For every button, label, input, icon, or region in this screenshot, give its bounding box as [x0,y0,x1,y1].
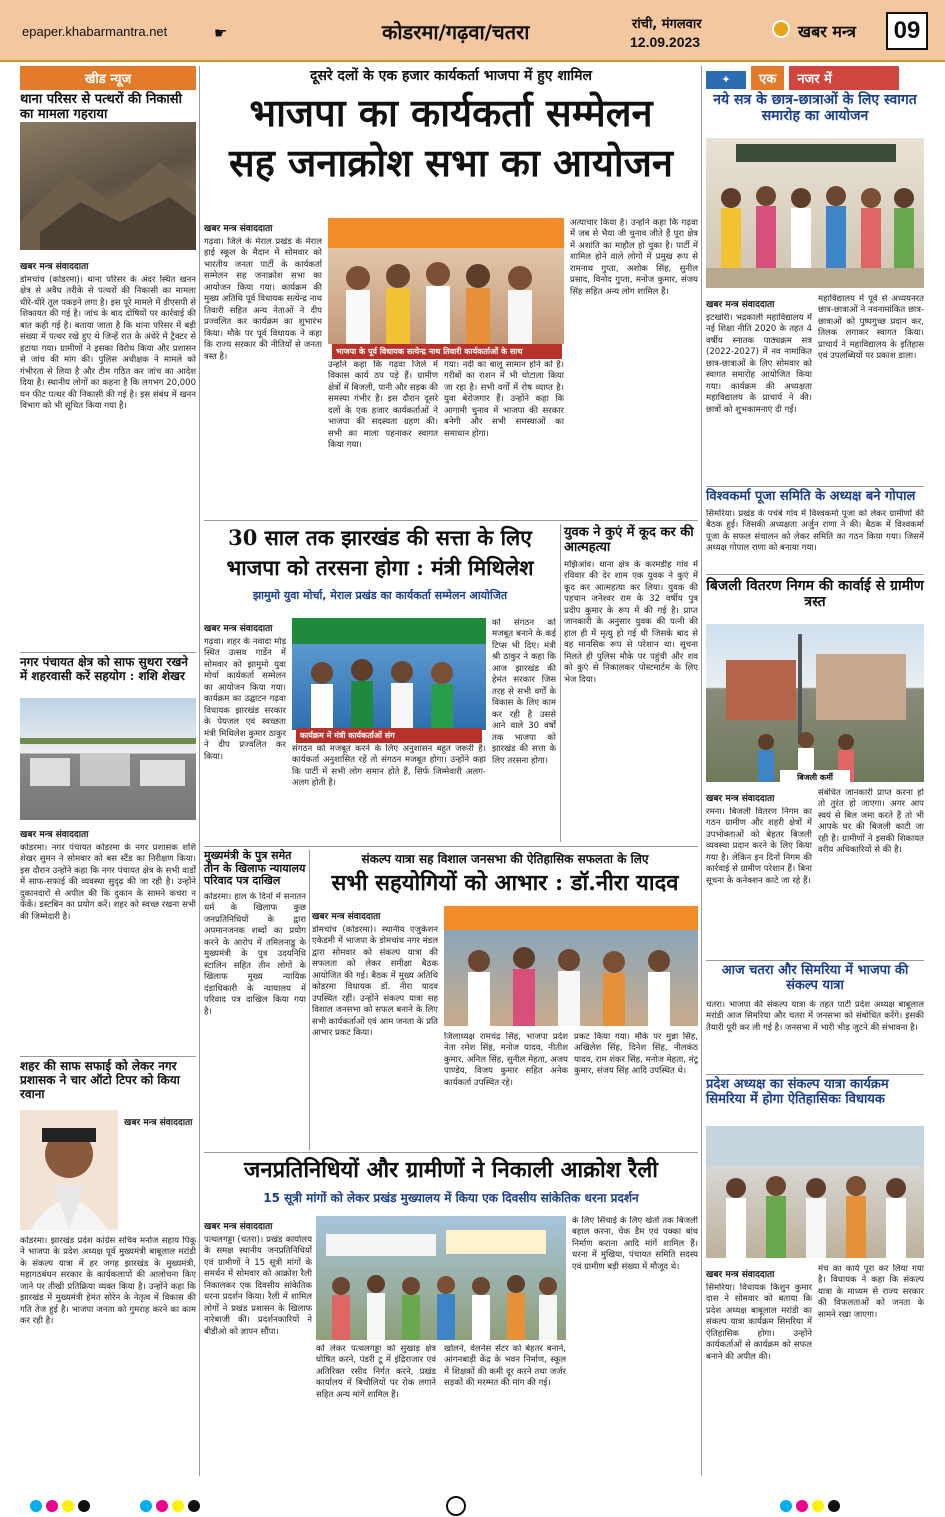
story-body: सिमरिया। विधायक किशुन कुमार दास ने सोमवार को बताया कि प्रदेश अध्यक्ष बाबूलाल मरांडी का संकल्प यात्रा कार्यक्रम सिमरिया में ऐतिहासिक होगा। उन्होंने कार्यकर्ताओं से कार्यक्रम को सफल बनाने की अपील की। [706,1283,812,1362]
registration-black-icon [828,1500,840,1512]
photo-stone-pile [20,122,196,250]
lead-col-3 [444,360,564,506]
story-body: संबंधित जानकारी प्राप्त करना हो तो तुरंत हो जाएगा। अगर आप स्वयं से बिल जमा करते हैं तो भी आपके घर की बिजली काटी जा रही है। ग्रामीणों ने इसकी शिकायत वरीय अधिकारियों से की है। [818,788,924,856]
megaphone-icon: ✦ [706,71,746,89]
headline-left-3: शहर की साफ सफाई को लेकर नगर प्रशासक ने चार ऑटो टिपर को किया रवाना [20,1059,180,1101]
right-story-3-col-1 [706,788,812,961]
story-body: जिलाध्यक्ष रामचंद्र सिंह, भाजपा प्रदेश नेता रमेश सिंह, मनोज यादव, नीतीश कुमार, अनिल सिंह, सुनील मेहता, अजय पाण्डेय, विजय कुमार सहित अनेक कार्यकर्ता उपस्थित रहे। [444,1032,568,1088]
story-body: संगठन को मजबूत करने के लिए अनुशासन बहुत जरूरी है। कार्यकर्ता अनुशासित रहें तो संगठन मजबूत होगा। उन्होंने कहा कि पार्टी में सभी लोग समान होते हैं, सिर्फ जिम्मेवारी अलग-अलग होती है। [292,744,486,789]
divider [706,574,924,575]
headline-rally: जनप्रतिनिधियों और ग्रामीणों ने निकाली आक्रोश रैली [244,1157,658,1183]
registration-yellow-icon [172,1500,184,1512]
left-column [20,66,196,123]
story-body: डोमचांच (कोडरमा)। थाना परिसर के अंदर स्थित खनन क्षेत्र से अवैध तरीके से पत्थरों की निकासी का मामला धीरे-धीरे तूल पकड़ने लगा है। इस पूरे मामले में डीएसपी से शिकायत की गई है। जांच के बाद दोषियों पर कार्रवाई की बात कही गई है। बताया जाता है कि थाना परिसर में बड़ी संख्या में पत्थर रखे हुए थे जिन्हें रात के अंधेरे में ट्रैक्टर से हटाया गया। ग्रामीणों ने इसका विरोध किया और प्रशासन से जांच की मांग की। पुलिस अधीक्षक ने मामले को गंभीरता से लिया है और टीम गठित कर जांच का आदेश दिया है। स्थानीय लोगों का कहना है कि लगभग 20,000 घन फीट पत्थर की निकासी की गई है। इस संबंध में खनन विभाग को भी सूचित किया गया है। [20,275,196,412]
rally-col-3 [444,1344,566,1468]
divider [706,486,924,487]
headline-left-1: थाना परिसर से पत्थरों की निकासी का मामला गहराया [20,92,182,122]
right-story-5-col-2 [818,1264,924,1470]
story-body: इटखोरी। भद्रकाली महाविद्यालय में नई शिक्षा नीति 2020 के तहत 4 वर्षीय स्नातक पाठ्यक्रम सत्र (2022-2027) में नव नामांकित छात्र-छात्राओं के लिए सोमवार को स्वागत समारोह आयोजित किया गया। कार्यक्रम की अध्यक्षता महाविद्यालय के प्राचार्य ने की। छात्रों को शुभकामनाएं दी गईं। [706,313,812,415]
story-body: मंच का कार्य पूरा कर लिया गया है। विधायक ने कहा कि संकल्प यात्रा के माध्यम से राज्य सरकार की विफलताओं को जनता के सामने रखा जाएगा। [818,1264,924,1320]
registration-cyan-icon [140,1500,152,1512]
lead-col-2 [328,360,438,506]
neera-col-3 [574,1032,698,1140]
rally-col-2 [316,1344,436,1468]
right-story-1 [706,92,924,124]
section-title: कोडरमा/गढ़वा/चतरा [382,20,530,44]
photo-meeting [444,906,698,1026]
byline: खबर मन्त्र संवाददाता [706,794,775,804]
byline: खबर मन्त्र संवाददाता [204,1222,273,1232]
story-body: गया। नदी का बालू सामान होने को है। गरीबों का राशन में भी घोटाला किया जा रहा है। सभी वर्गों में रोष व्याप्त है। युवा बेरोजगार हैं। उन्होंने कहा कि आगामी चुनाव में भाजपा की सरकार बनेगी और सभी समस्याओं का समाधान होगा। [444,360,564,439]
story-body: रमना। बिजली वितरण निगम का गठन ग्रामीण और शहरी क्षेत्रों में उपभोक्ताओं को बेहतर बिजली व्यवस्था प्रदान करने के लिए किया गया है। लेकिन इन दिनों निगम की कार्रवाई से ग्रामीण परेशान हैं। बिना सूचना के कनेक्शन काटे जा रहे हैं। [706,807,812,886]
photo-jmm-event [292,618,486,730]
photo-caption: बिजली कर्मी [780,770,850,785]
story-body: को लेकर पत्थलगड्डा को सुखाड़ क्षेत्र घोषित करने, पंडरी टू में इंद्रिराजार एवं अतिरिक्त रसीद निर्गत करने, प्रखंड कार्यालय में बिचौलियों पर रोक लगाने सहित अन्य मांगें शामिल हैं। [316,1344,436,1400]
photo-caption: कार्यक्रम में मंत्री कार्यकर्ताओं संग [296,728,482,743]
brand-logo-icon [772,20,790,38]
headline-right-3: बिजली वितरण निगम की कार्वाई से ग्रामीण त्रस्त [706,578,924,611]
dateline-date: 12.09.2023 [630,34,701,50]
page-number: 09 [886,12,928,50]
mithilesh-col-2 [292,744,486,838]
subheadline: झामुमो युवा मोर्चा, मेराल प्रखंड का कार्यकर्ता सम्मेलन आयोजित [252,589,508,603]
byline: खबर मन्त्र संवाददाता [706,1270,775,1280]
right-story-4-body [706,1000,924,1062]
story-suicide [564,526,698,828]
registration-magenta-icon [796,1500,808,1512]
neera-col-2 [444,1032,568,1140]
photo-welcome-ceremony [706,138,924,288]
headline-line2: भाजपा को तरसना होगा : मंत्री मिथिलेश [226,555,534,581]
right-story-5 [706,1078,924,1108]
column-rule [309,850,310,1150]
column-rule [199,66,200,1476]
story-body: डोमचांच (कोडरमा)। स्थानीय एजुकेशन एकेडमी में भाजपा के डोमचांच नगर मंडल द्वारा सोमवार को संकल्प यात्रा की सफलता को लेकर समीक्षा बैठक आयोजित की गई। बैठक में मुख्य अतिथि कोडरमा विधायक डॉ. नीरा यादव उपस्थित रहीं। उन्होंने संकल्प यात्रा सह विशाल जनसभा को सफल बनाने के लिए सभी कार्यकर्ताओं एवं आम जनता के प्रति आभार प्रकट किया। [312,925,438,1039]
story-body: कोडरमा। हाल के दिनों में सनातन धर्म के खिलाफ कुछ जनप्रतिनिधियों के द्वारा अपमानजनक शब्दों का प्रयोग करने के आरोप में तमिलनाडु के मुख्यमंत्री के पुत्र उदयनिधि स्टालिन सहित तीन लोगों के खिलाफ मुख्य न्यायिक दंडाधिकारी के न्यायालय में परिवाद पत्र दाखिल किया गया है। [204,891,306,1017]
right-story-5-col-1 [706,1264,812,1477]
lead-headline-line1: भाजपा का कार्यकर्ता सम्मेलन [249,90,653,135]
story-body: सिमरिया। प्रखंड के पचंबे गांव में विश्वकर्मा पूजा को लेकर ग्रामीणों की बैठक हुई। जिसकी अध्यक्षता अर्जुन राणा ने की। बैठक में विश्वकर्मा पूजा के सफल संचालन को लेकर समिति का गठन किया गया। जिसमें अध्यक्ष गोपाल राणा को बनाया गया। [706,508,924,554]
story-body: उन्होंने कहा कि गढ़वा जिले में विकास कार्य ठप पड़े हैं। ग्रामीण क्षेत्रों में बिजली, पानी और सड़क की समस्या गंभीर है। इस दौरान दूसरे दलों के एक हजार कार्यकर्ताओं ने भाजपा की सदस्यता ग्रहण की। सभी का माला पहनाकर स्वागत किया गया। [328,360,438,451]
column-rule [560,524,561,842]
photo-electricity [706,624,924,782]
right-story-3-col-2 [818,788,924,954]
divider [706,960,924,961]
divider [20,652,196,653]
brand-name: खबर मन्त्र [798,22,856,41]
story-body: खोलने, वेलनेस सेंटर को बेहतर बनाने, आंगनबाड़ी केंद्र के भवन निर्माण, स्कूल में शिक्षकों की कमी दूर करने तथा जर्जर सड़कों की मरम्मत की मांग की गई। [444,1344,566,1389]
photo-caption: भाजपा के पूर्व विधायक सत्येन्द्र नाथ तिवारी कार्यकर्ताओं के साथ [332,344,562,359]
divider [706,1074,924,1075]
dateline-place: रांची, मंगलवार [632,17,702,32]
story-mithilesh [204,526,556,603]
crosshair-icon [446,1496,466,1516]
photo-bjp-event [328,218,564,344]
right-header [706,66,924,90]
byline: खबर मन्त्र संवाददाता [124,1118,193,1128]
story-body: के लिए सिंचाई के लिए खेतों तक बिजली बहाल करना, चेक डैम एवं पक्का बांध निर्माण कराना आदि मांगें शामिल हैं। धरना में मुखिया, पंचायत समिति सदस्य एवं ग्रामीण बड़ी संख्या में मौजूद थे। [572,1216,698,1272]
center-lead [204,66,698,184]
photo-rally [316,1216,566,1340]
registration-cyan-icon [780,1500,792,1512]
byline: खबर मन्त्र संवाददाता [20,262,89,272]
lead-col-1 [204,218,322,525]
headline-right-2: विश्वकर्मा पूजा समिति के अध्यक्ष बने गोपाल [706,489,916,504]
story-cm-son [204,850,306,1184]
right-story-1-col-1 [706,294,812,489]
headline-right-1: नये सत्र के छात्र-छात्राओं के लिए स्वागत समारोह का आयोजन [713,92,917,125]
lead-kicker: दूसरे दलों के एक हजार कार्यकर्ता भाजपा में हुए शामिल [310,68,592,84]
story-body: चतरा। भाजपा की संकल्प यात्रा के तहत पार्टी प्रदेश अध्यक्ष बाबूलाल मरांडी आज सिमरिया और चतरा में जनसभा को संबोधित करेंगे। इसकी तैयारी पूरी कर ली गई है। जनसभा में भारी भीड़ जुटने की संभावना है। [706,1000,924,1033]
tag-najar: नजर में [789,66,899,90]
headline-left-2: नगर पंचायत क्षेत्र को साफ सुथरा रखने में शहरवासी करें सहयोग : शशि शेखर [20,655,188,683]
right-story-3 [706,578,924,610]
right-story-1-col-2 [818,294,924,484]
story-body: अत्याचार किया है। उन्होंने कहा कि गढ़वा में जब से भैया जी चुनाव जीते हैं पूरा क्षेत्र में अशांति का माहौल हो चुका है। पार्टी में शामिल होने वाले लोगों में प्रमुख रूप से रामनाथ गुप्ता, अशोक सिंह, सुनील प्रसाद, विनोद गुप्ता, मनोज कुमार, संजय सिंह सहित अन्य लोग शामिल हैं। [570,218,698,297]
neera-col-1 [312,906,438,1157]
hand-pointer-icon: ☛ [214,24,228,42]
right-story-2 [706,490,924,565]
registration-yellow-icon [62,1500,74,1512]
story-body: पत्थलगड्डा (चतरा)। प्रखंड कार्यालय के समक्ष स्थानीय जनप्रतिनिधियों एवं ग्रामीणों ने 15 सूत्री मांगों के समर्थन में सोमवार को आक्रोश रैली निकालकर एक दिवसीय सांकेतिक धरना प्रदर्शन किया। रैली में शामिल लोगों ने प्रखंड प्रशासन के खिलाफ नारेबाजी की। प्रदर्शनकारियों ने बीडीओ को ज्ञापन सौंपा। [204,1235,312,1337]
left-story-3 [20,1060,196,1101]
registration-cyan-icon [30,1500,42,1512]
masthead [0,0,945,62]
headline-neera: सभी सहयोगियों को आभार : डॉ.नीरा यादव [331,870,679,896]
story-body: कोडरमा। नगर पंचायत कोडरमा के नगर प्रशासक शशि शेखर सुमन ने सोमवार को बस स्टैंड का निरीक्षण किया। इस दौरान उन्होंने कहा कि नगर पंचायत क्षेत्र के सभी वार्डों में साफ-सफाई की व्यवस्था सुदृढ़ की जा रही है। उन्होंने दुकानदारों से अपील की कि दुकान के सामने कचरा न फेंकें। डस्टबिन का प्रयोग करें। शहर को स्वच्छ रखना सभी की जिम्मेदारी है। [20,843,196,922]
divider [204,520,698,521]
site-url[interactable]: epaper.khabarmantra.net [22,24,168,39]
subheadline: 15 सूत्री मांगों को लेकर प्रखंड मुख्यालय में किया एक दिवसीय सांकेतिक धरना प्रदर्शन [263,1191,639,1206]
story-body: को संगठन को मजबूत बनाने के कई टिप्स भी दिए। मंत्री श्री ठाकुर ने कहा कि आज झारखंड की हेमंत सरकार जिस तरह से सभी वर्गों के विकास के लिए काम कर रही है उससे आने वाले 30 वर्षों तक भाजपा को झारखंड की सत्ता के लिए तरसना होगा। [492,618,556,766]
mithilesh-col-3 [492,618,556,838]
registration-black-icon [188,1500,200,1512]
photo-mla-meeting [706,1126,924,1258]
headline-right-4: आज चतरा और सिमरिया में भाजपा की संकल्प यात्रा [721,963,909,993]
byline: खबर मन्त्र संवाददाता [312,912,381,922]
byline: खबर मन्त्र संवाददाता [204,624,273,634]
story-body: प्रकट किया गया। मौके पर मुन्ना सिंह, अखिलेश सिंह, दिनेश सिंह, नीलकंठ यादव, राम शंकर सिंह, मनोज मेहता, मंटू कुमार, संजय सिंह आदि उपस्थित थे। [574,1032,698,1077]
registration-yellow-icon [812,1500,824,1512]
headline-line1: 30 साल तक झारखंड की सत्ता के लिए [228,525,532,550]
photo-bus-stand [20,698,196,820]
lead-headline-line2: सह जनाक्रोश सभा का आयोजन [228,139,674,185]
rally-col-1 [204,1216,312,1487]
registration-magenta-icon [46,1500,58,1512]
lead-col-4 [570,218,698,506]
left-story-3-byline [124,1112,196,1131]
story-body: महाविद्यालय में पूर्व से अध्ययनरत छात्र-छात्राओं ने नवनामांकित छात्र-छात्राओं को पुष्पगुच्छ प्रदान कर, तिलक लगाकर स्वागत किया। प्राचार्य ने महाविद्यालय के इतिहास एवं उपलब्धियों पर प्रकाश डाला। [818,294,924,362]
rally-col-4 [572,1216,698,1468]
left-story-3-body [20,1236,196,1476]
tag-ek: एक [751,66,784,90]
byline: खबर मन्त्र संवाददाता [204,224,273,234]
divider [20,1056,196,1057]
headline-cm-son: मुख्यमंत्री के पुत्र समेत तीन के खिलाफ न्यायालय परिवाद पत्र दाखिल [204,849,306,888]
story-body: गढ़वा। जिले के मेराल प्रखंड के मेराल हाई स्कूल के मैदान में सोमवार को भारतीय जनता पार्टी के कार्यकर्ता सम्मेलन सह जनाक्रोश सभा का आयोजन किया गया। कार्यक्रम की मुख्य अतिथि पूर्व विधायक सत्येन्द्र नाथ तिवारी सहित अन्य नेताओं ने दीप प्रज्वलित कर कार्यक्रम का शुभारंभ किया। मौके पर पूर्व विधायक ने कहा कि राज्य सरकार की नीतियों से जनता त्रस्त है। [204,237,322,362]
story-body: मझिआंव। थाना क्षेत्र के करमडीह गांव में रविवार की देर शाम एक युवक ने कुएं में कूद कर आत्महत्या कर लिया। युवक की पहचान जनेश्वर राम के 32 वर्षीय पुत्र प्रदीप कुमार के रूप में की गई है। प्राप्त जानकारी के अनुसार युवक की पत्नी की हाल ही में मृत्यु हो गई थी जिसके बाद से वह मानसिक रूप से परेशान था। सूचना मिलते ही पुलिस मौके पर पहुंची और शव को कुएं से निकालकर पोस्टमार्टम के लिए भेज दिया। [564,559,698,685]
kicker: संकल्प यात्रा सह विशाल जनसभा की ऐतिहासिक सफलता के लिए [361,852,649,866]
story-rally [204,1158,698,1206]
left-story-2-body [20,824,196,1065]
news-tag: खीड न्यूज [20,66,196,90]
left-story-2 [20,656,196,684]
registration-black-icon [78,1500,90,1512]
photo-portrait [20,1110,118,1230]
story-neera [312,850,698,896]
right-story-4 [706,964,924,994]
headline-right-5: प्रदेश अध्यक्ष का संकल्प यात्रा कार्यक्रम सिमरिया में होगा ऐतिहासिकः विधायक [706,1077,889,1107]
divider [204,846,698,847]
headline-suicide: युवक ने कुएं में कूद कर की आत्महत्या [564,525,694,555]
byline: खबर मन्त्र संवाददाता [706,300,775,310]
divider [204,1152,698,1153]
column-rule [701,66,702,1476]
mithilesh-col-1 [204,618,286,857]
byline: खबर मन्त्र संवाददाता [20,830,89,840]
story-body: गढ़वा। शहर के नवादा मोड़ स्थित उत्सव गार्डेन में सोमवार को झामुमो युवा मोर्चा कार्यकर्ता सम्मेलन का आयोजन किया गया। कार्यक्रम का उद्घाटन गढ़वा विधायक झारखंड सरकार के पेयजल एवं स्वच्छता मंत्री मिथिलेश कुमार ठाकुर ने दीप प्रज्वलित कर किया। [204,637,286,762]
left-story-1 [20,256,196,663]
story-body: कोडरमा। झारखंड प्रदेश कांग्रेस सचिव मनोज सहाय पिंकू ने भाजपा के प्रदेश अध्यक्ष पूर्व मुख्यमंत्री बाबूलाल मरांडी के संकल्प यात्रा में हर जगह झारखंड के मुख्यमंत्री, महागठबंधन सरकार के कार्यकलापों की आलोचना किए जाने पर तीखी प्रतिक्रिया व्यक्त किया है। उन्होंने कहा कि झारखंड में मुख्यमंत्री हेमंत सोरेन के नेतृत्व में विकास की गति तेज हुई है। भाजपा जनता को गुमराह करने का काम कर रही है। [20,1236,196,1327]
registration-magenta-icon [156,1500,168,1512]
